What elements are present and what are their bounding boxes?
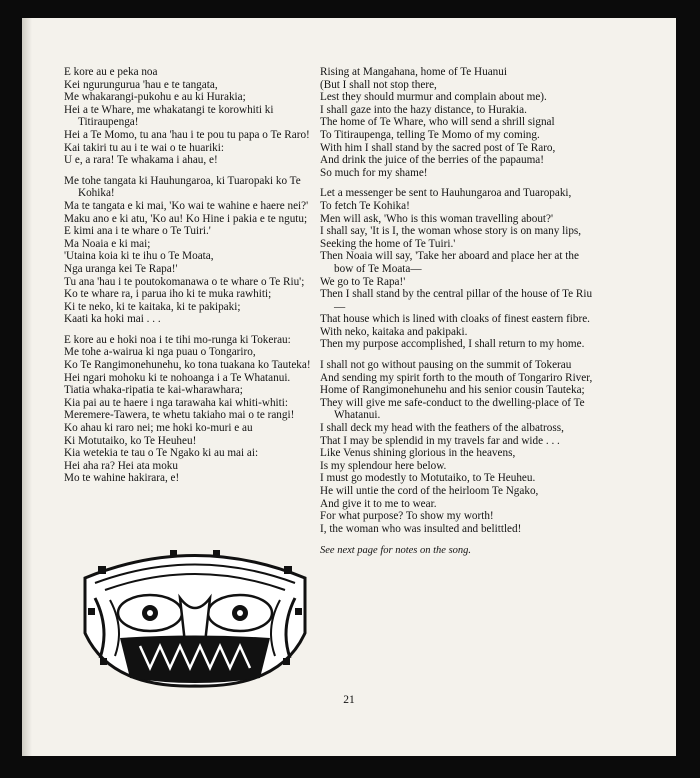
verse-line: Kia pai au te haere i nga tarawaha kai whiti-whiti: [64,396,288,409]
verse-line: Then Noaia will say, 'Take her aboard and place her at the bow of Te Moata— [320,250,579,275]
verse-line: Ko te whare ra, i parua iho ki te muka rawhiti; [64,288,272,301]
page-number: 21 [343,694,355,706]
stanza [64,334,322,485]
verse-line: To fetch Te Kohika! [320,199,410,212]
verse-line: That house which is lined with cloaks of finest eastern fibre. [320,313,590,326]
verse-line: Rising at Mangahana, home of Te Huanui [320,66,507,78]
verse-line: Nga uranga kei Te Rapa!' [64,262,178,275]
verse-line: Tu ana 'hau i te poutokomanawa o te whare o Te Riu'; [64,275,305,288]
verse-line: Hei a te Whare, me whakatangi te korowhiti ki Titiraupenga! [64,103,274,129]
verse-line: I must go modestly to Motutaiko, to Te Heuheu. [320,472,536,485]
verse-line: Is my splendour here below. [320,459,447,472]
verse-line: Like Venus shining glorious in the heavens, [320,447,516,460]
verse-line: With him I shall stand by the sacred post of Te Raro, [320,141,556,154]
verse-line: Me whakarangi-pukohu e au ki Hurakia; [64,91,246,104]
verse-line: Mo te wahine hakirara, e! [64,472,180,485]
verse-line: The home of Te Whare, who will send a shrill signal [320,116,555,129]
verse-line: I shall not go without pausing on the summit of Tokerau [320,359,572,372]
verse-line: Lest they should murmur and complain about me). [320,91,547,104]
verse-line: Meremere-Tawera, te whetu takiaho mai o te rangi! [64,409,295,422]
verse-line: Kei ngurungurua 'hau e te tangata, [64,78,218,91]
english-translation-column [320,66,598,558]
verse-line: Home of Rangimonehunehu and his senior cousin Tauteka; [320,384,585,397]
verse-line: Ma Noaia e ki mai; [64,237,151,250]
stanza [64,175,322,326]
verse-line: And sending my spirit forth to the mouth of Tongariro River, [320,371,593,384]
verse-line: And drink the juice of the berries of the papauma! [320,154,544,167]
verse-line: Ma te tangata e ki mai, 'Ko wai te wahine e haere nei?' [64,199,309,212]
verse-line: 'Utaina koia ki te ihu o Te Moata, [64,250,214,263]
verse-line: Maku ano e ki atu, 'Ko au! Ko Hine i pakia e te ngutu; [64,212,308,225]
maori-text-column [64,66,322,493]
verse-line: I, the woman who was insulted and belittled! [320,522,522,535]
verse-line: With neko, kaitaka and pakipaki. [320,325,468,338]
stanza [64,66,322,167]
page-spine-shadow [22,18,32,756]
verse-line: Hei aha ra? Hei ata moku [64,459,178,472]
verse-line: E kore au e peka noa [64,66,158,78]
verse-line: Hei a Te Momo, tu ana 'hau i te pou tu papa o Te Raro! [64,128,310,141]
verse-line: Then my purpose accomplished, I shall return to my home. [320,338,585,351]
verse-line: We go to Te Rapa!' [320,275,406,288]
verse-line: Men will ask, 'Who is this woman travelling about?' [320,212,554,225]
verse-line: Me tohe a-wairua ki nga puau o Tongariro, [64,346,256,359]
verse-line: Kaati ka hoki mai . . . [64,313,161,326]
verse-line: That I may be splendid in my travels far and wide . . . [320,434,560,447]
verse-line: I shall say, 'It is I, the woman whose story is on many lips, [320,225,582,238]
verse-line: I shall gaze into the hazy distance, to Hurakia. [320,103,527,116]
maori-carving-face-icon [80,538,310,688]
verse-line: They will give me safe-conduct to the dwelling-place of Te Whatanui. [320,396,585,422]
verse-line: U e, a rara! Te whakama i ahau, e! [64,154,218,167]
verse-line: To Titiraupenga, telling Te Momo of my coming. [320,128,540,141]
verse-line: For what purpose? To show my worth! [320,510,494,523]
verse-line: Me tohe tangata ki Hauhungaroa, ki Tuaropaki ko Te Kohika! [64,174,301,200]
stanza [320,359,598,535]
stanza [320,187,598,351]
book-page [22,18,676,756]
verse-line: (But I shall not stop there, [320,78,437,91]
stanza [320,66,598,179]
verse-line: Ki Motutaiko, ko Te Heuheu! [64,434,197,447]
verse-line: I shall deck my head with the feathers of the albatross, [320,422,564,435]
verse-line: He will untie the cord of the heirloom Te Ngako, [320,485,539,497]
verse-line: Tiatia whaka-ripatia te kai-wharawhara; [64,384,243,397]
verse-line: Ko ahau ki raro nei; me hoki ko-muri e au [64,422,253,435]
verse-line: Ko Te Rangimonehunehu, ko tona tuakana ko Tauteka! [64,359,311,372]
verse-line: Let a messenger be sent to Hauhungaroa and Tuaropaki, [320,187,572,200]
verse-line: E kimi ana i te whare o Te Tuiri.' [64,225,211,238]
verse-line: Ki te neko, ki te kaitaka, ki te pakipaki; [64,300,241,313]
verse-line: And give it to me to wear. [320,497,437,510]
verse-line: Kai takiri tu au i te wai o te huariki: [64,141,224,154]
verse-line: Seeking the home of Te Tuiri.' [320,237,456,250]
verse-line: Then I shall stand by the central pillar of the house of Te Riu— [320,288,593,313]
verse-line: E kore au e hoki noa i te tihi mo-runga ki Tokerau: [64,333,291,346]
see-next-page-note: See next page for notes on the song. [320,545,472,557]
verse-line: Kia wetekia te tau o Te Ngako ki au mai ai: [64,447,259,460]
verse-line: So much for my shame! [320,166,428,179]
verse-line: Hei ngari mohoku ki te nohoanga i a Te Whatanui. [64,371,291,384]
